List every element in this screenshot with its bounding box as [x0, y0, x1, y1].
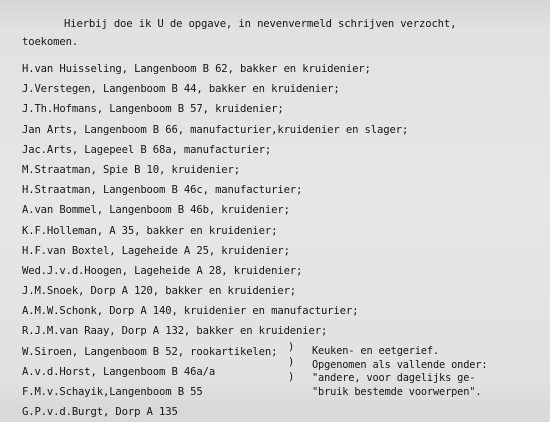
side-note [312, 345, 548, 399]
side-note-line: Opgenomen als vallende onder: [312, 358, 488, 371]
list-entry: J.Th.Hofmans, Langenboom B 57, kruidenier; [22, 103, 284, 116]
list-entry: M.Straatman, Spie B 10, kruidenier; [22, 163, 240, 176]
list-entry: G.P.v.d.Burgt, Dorp A 135 [22, 406, 178, 419]
list-entry: W.Siroen, Langenboom B 52, rookartikelen; [22, 345, 278, 358]
bracket-mark: ) [288, 356, 295, 368]
intro-paragraph [0, 0, 550, 48]
side-note-line: Keuken- en eetgerief. [312, 345, 440, 357]
list-entry: H.Straatman, Langenboom B 46c, manufacturier; [22, 184, 303, 197]
list-entry: A.M.W.Schonk, Dorp A 140, kruidenier en manufacturier; [22, 305, 359, 318]
intro-line-1: Hierbij doe ik U de opgave, in nevenvermeld schrijven verzocht, [64, 18, 457, 30]
bracket-mark: ) [288, 371, 295, 383]
list-entry: F.M.v.Schayik,Langenboom B 55 [22, 386, 203, 398]
side-note-line: "bruik bestemde voorwerpen". [312, 385, 482, 398]
list-entry: A.v.d.Horst, Langenboom B 46a/a [22, 365, 216, 378]
list-entry: Wed.J.v.d.Hoogen, Lageheide A 28, kruidenier; [22, 264, 303, 277]
list-entry: Jac.Arts, Lagepeel B 68a, manufacturier; [22, 143, 272, 156]
list-entry: J.M.Snoek, Dorp A 120, bakker en kruidenier; [22, 285, 297, 298]
list-entry: H.F.van Boxtel, Lageheide A 25, kruidenier; [22, 244, 290, 257]
list-entry: K.F.Holleman, A 35, bakker en kruidenier; [22, 224, 278, 237]
list-entry: A.van Bommel, Langenboom B 46b, kruidenier; [22, 204, 290, 217]
side-note-line: "andere, voor dagelijks ge- [312, 372, 476, 385]
list-entry: Jan Arts, Langenboom B 66, manufacturier,kruidenier en slager; [22, 123, 409, 136]
intro-line-2: toekomen. [22, 36, 79, 48]
bracket-mark: ) [288, 341, 295, 353]
list-entry: J.Verstegen, Langenboom B 44, bakker en kruidenier; [22, 83, 340, 96]
grouping-bracket [288, 340, 298, 394]
list-entry: H.van Huisseling, Langenboom B 62, bakker en kruidenier; [22, 63, 371, 75]
list-entry: R.J.M.van Raay, Dorp A 132, bakker en kruidenier; [22, 325, 328, 338]
